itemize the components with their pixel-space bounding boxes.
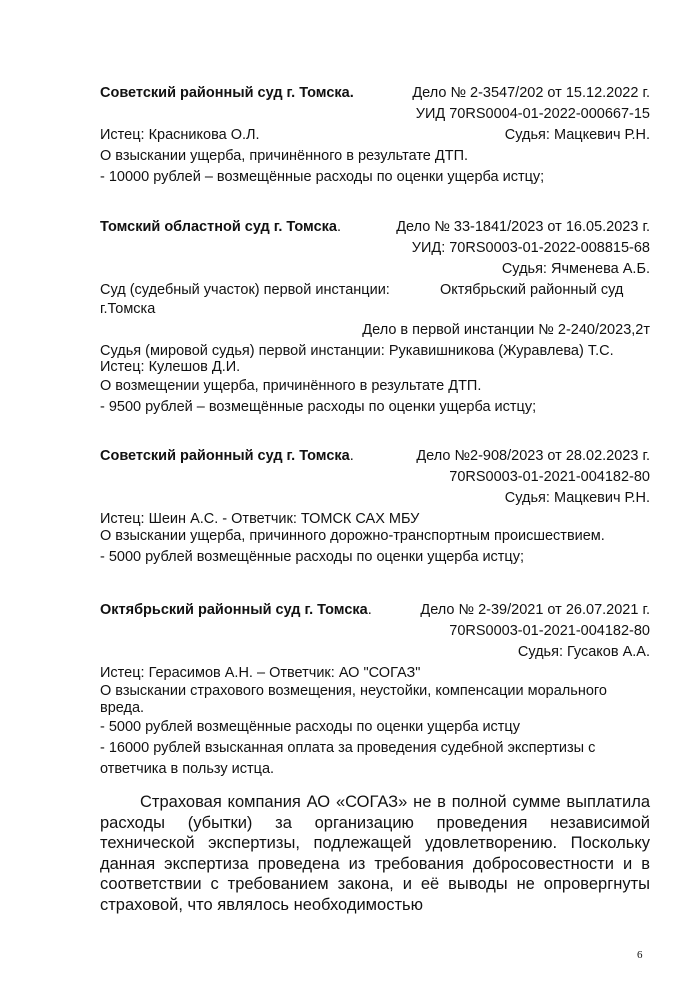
case1-uid: УИД 70RS0004-01-2022-000667-15 <box>415 106 650 122</box>
case3-court: Советский районный суд г. Томска <box>100 448 350 464</box>
case2-plaintiff: Истец: Кулешов Д.И. <box>100 359 241 375</box>
case2-judge: Судья: Ячменева А.Б. <box>501 261 650 277</box>
case2-item: - 9500 рублей – возмещённые расходы по оценки ущерба истцу; <box>100 399 537 415</box>
case4-subject-1: О взыскании страхового возмещения, неустойки, компенсации морального <box>100 683 607 699</box>
case4-parties: Истец: Герасимов А.Н. – Ответчик: АО "СОГАЗ" <box>100 665 421 681</box>
case2-first-instance-judge: Судья (мировой судья) первой инстанции: Рукавишникова (Журавлева) Т.С. <box>100 343 614 359</box>
case4-court: Октябрьский районный суд г. Томска <box>100 602 368 618</box>
case1-court: Советский районный суд г. Томска. <box>100 85 354 101</box>
case3-court-tail: . <box>349 448 354 464</box>
case3-subject: О взыскании ущерба, причинного дорожно-транспортным происшествием. <box>100 528 605 544</box>
case3-parties: Истец: Шеин А.С. - Ответчик: ТОМСК САХ МБУ <box>100 511 420 527</box>
case4-item-2-line2: ответчика в пользу истца. <box>100 761 275 777</box>
case4-number: Дело № 2-39/2021 от 26.07.2021 г. <box>420 602 650 618</box>
closing-paragraph: Страховая компания АО «СОГАЗ» не в полной сумме выплатила расходы (убытки) за организацию проведения независимой технической экспертизы, подлежащей удовлетворению. Поскольку данная экспертиза проведена из требования добросовестности и в соответствии с требованием закона, и её выводы не опровергнуты страховой, что являлось необходимостью <box>100 793 650 914</box>
case3-item: - 5000 рублей возмещённые расходы по оценки ущерба истцу; <box>100 549 525 565</box>
case3-uid: 70RS0003-01-2021-004182-80 <box>449 469 650 485</box>
case1-number: Дело № 2-3547/202 от 15.12.2022 г. <box>412 85 650 101</box>
case2-first-instance-court: Октябрьский районный суд <box>440 282 624 298</box>
case4-uid: 70RS0003-01-2021-004182-80 <box>449 623 650 639</box>
case2-first-instance-case: Дело в первой инстанции № 2-240/2023,2т <box>362 322 650 338</box>
page-number: 6 <box>637 949 643 961</box>
case1-plaintiff: Истец: Красникова О.Л. <box>100 127 260 143</box>
case1-item: - 10000 рублей – возмещённые расходы по оценки ущерба истцу; <box>100 169 545 185</box>
case2-court-tail: . <box>336 219 341 235</box>
case2-uid: УИД: 70RS0003-01-2022-008815-68 <box>411 240 650 256</box>
case2-first-instance-label: Суд (судебный участок) первой инстанции: <box>100 282 390 298</box>
case4-court-line <box>100 601 372 620</box>
case4-item-1: - 5000 рублей возмещённые расходы по оценки ущерба истцу <box>100 719 520 735</box>
case2-court: Томский областной суд г. Томска <box>100 219 337 235</box>
case3-number: Дело №2-908/2023 от 28.02.2023 г. <box>416 448 650 464</box>
case2-court-line <box>100 218 341 237</box>
case1-judge: Судья: Мацкевич Р.Н. <box>504 127 650 143</box>
case1-subject: О взыскании ущерба, причинённого в результате ДТП. <box>100 148 469 164</box>
case4-subject-2: вреда. <box>100 700 145 716</box>
case4-court-tail: . <box>367 602 372 618</box>
case4-item-2-line1: - 16000 рублей взысканная оплата за проведения судебной экспертизы с <box>100 740 596 756</box>
case3-judge: Судья: Мацкевич Р.Н. <box>504 490 650 506</box>
case2-first-instance-court-cont: г.Томска <box>100 301 156 317</box>
case2-subject: О возмещении ущерба, причинённого в результате ДТП. <box>100 378 482 394</box>
case4-judge: Судья: Гусаков А.А. <box>517 644 650 660</box>
case2-number: Дело № 33-1841/2023 от 16.05.2023 г. <box>396 219 650 235</box>
case3-court-line <box>100 447 354 466</box>
